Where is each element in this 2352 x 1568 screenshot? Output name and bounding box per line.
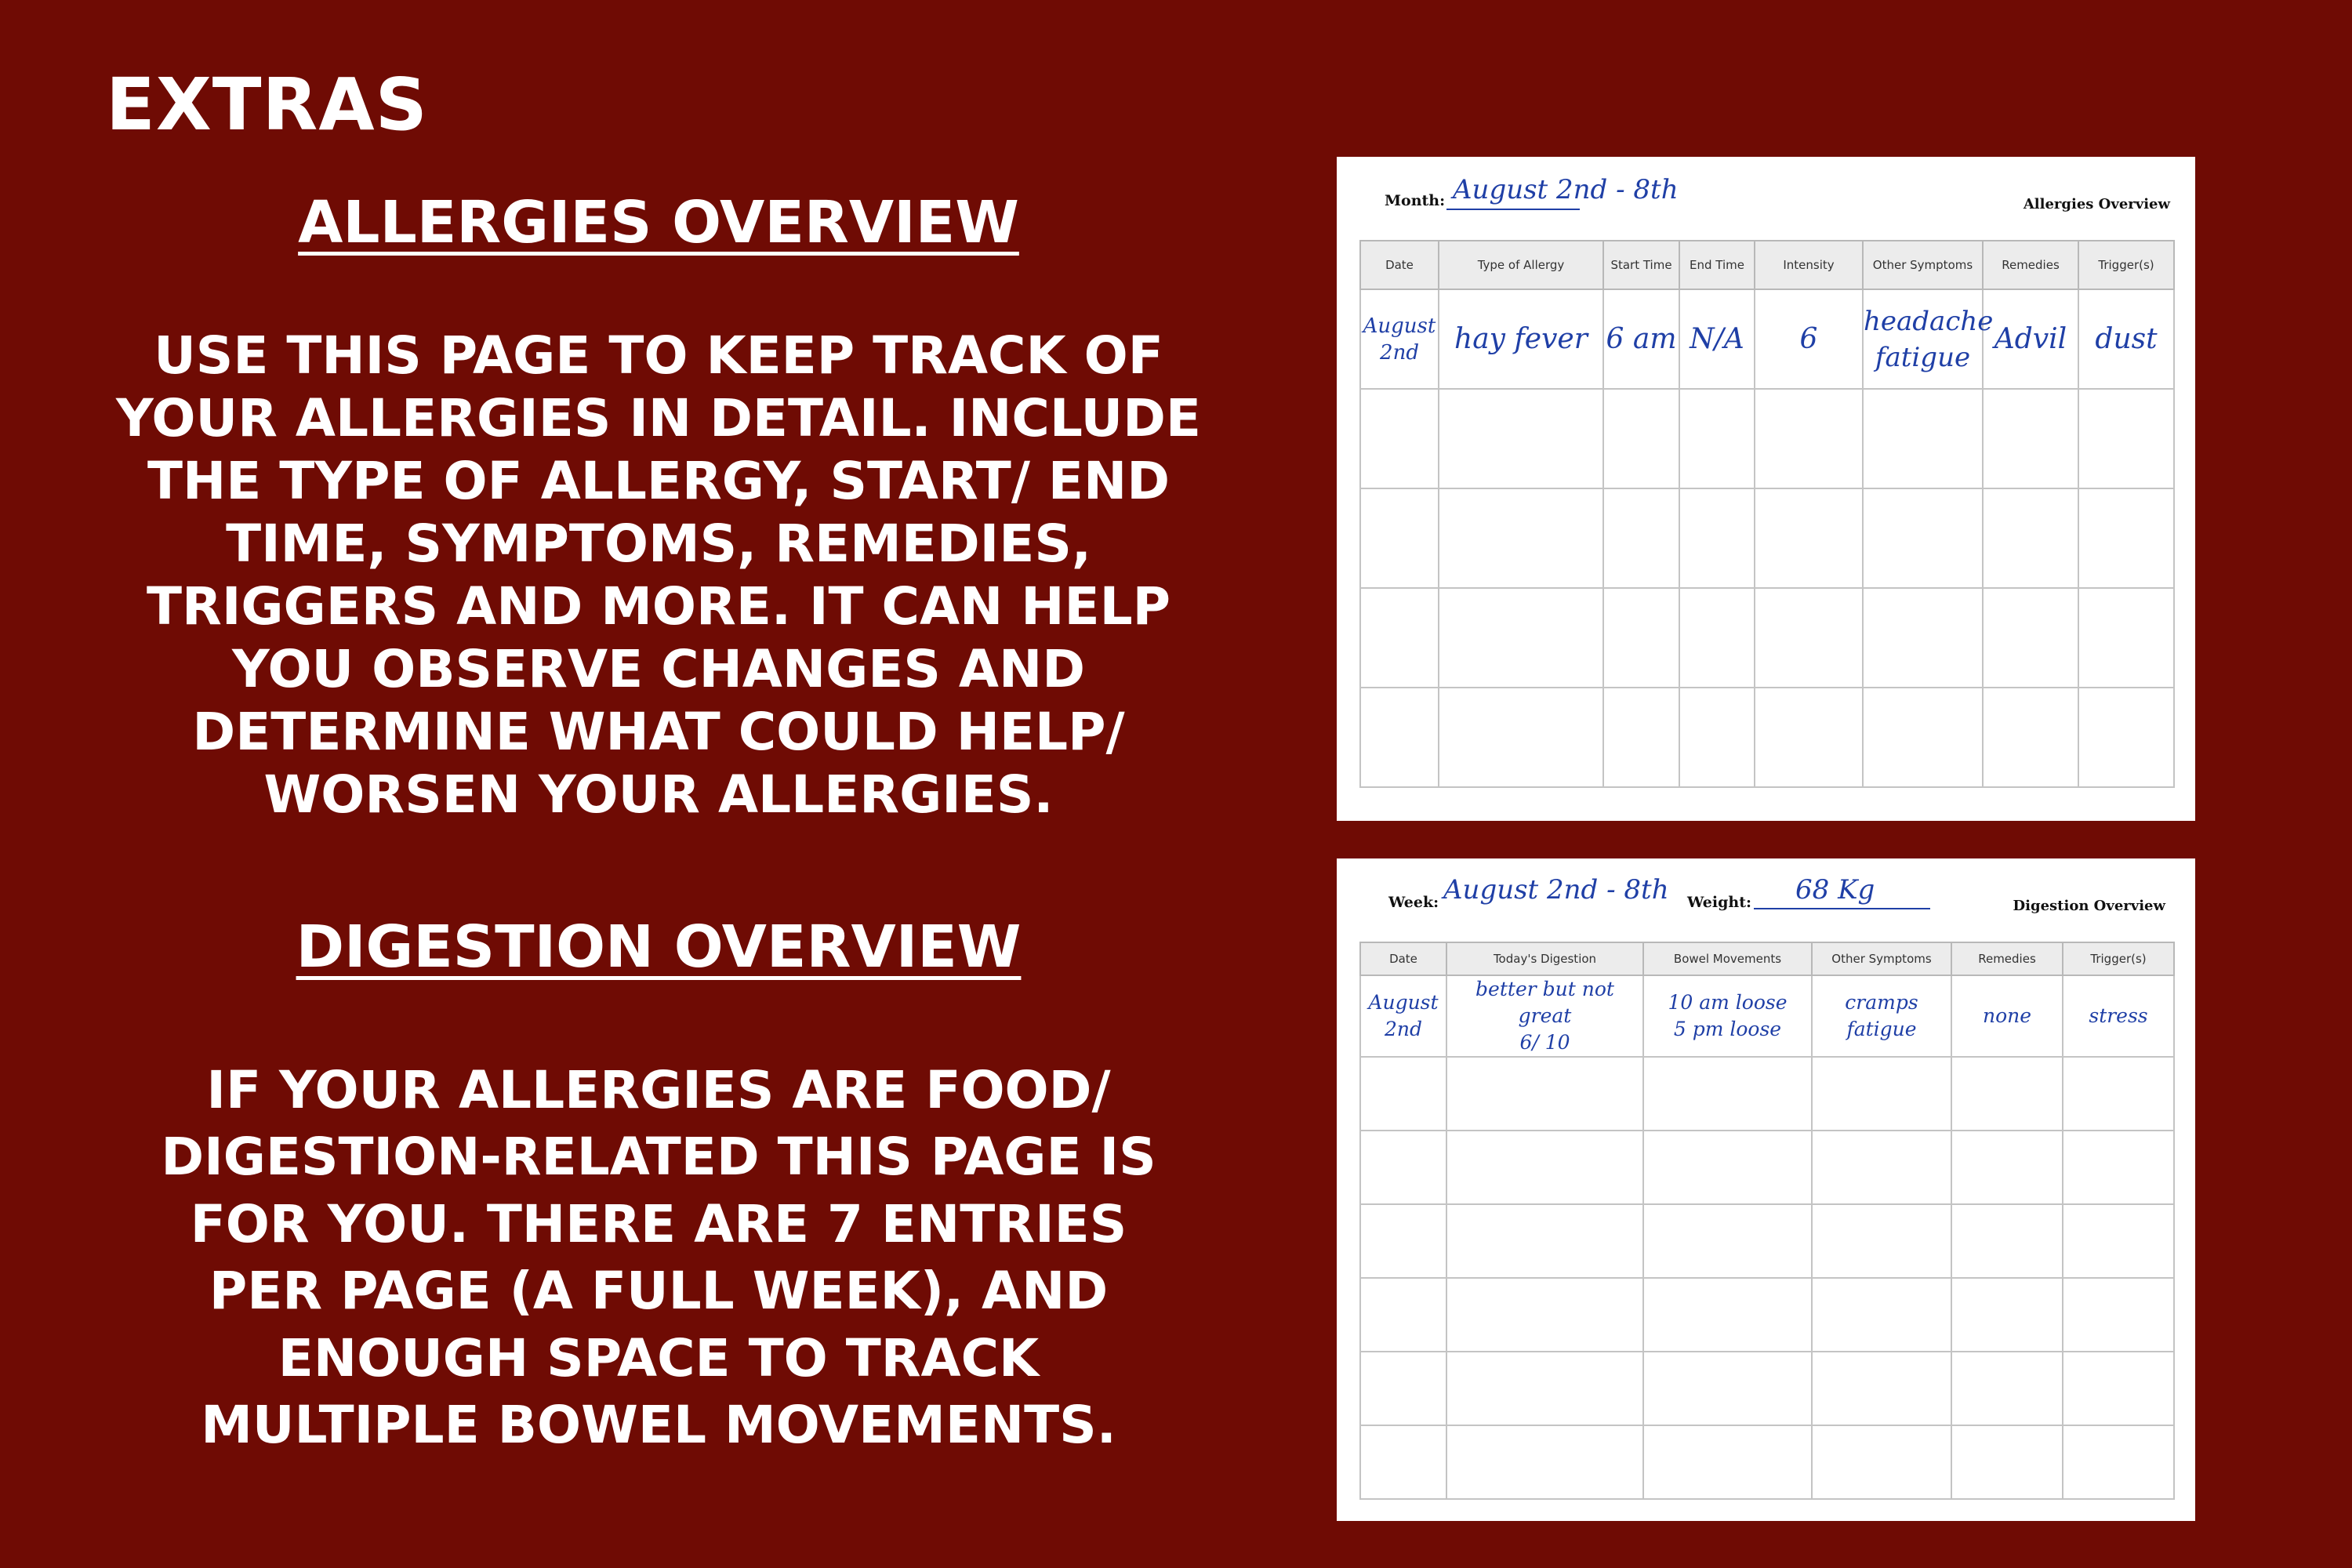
entry-date [1360, 975, 1446, 1057]
entry-date-line: 2nd [1384, 1018, 1422, 1040]
entry-bowel-line: 5 pm loose [1673, 1018, 1782, 1040]
digestion-text-line: MULTIPLE BOWEL MOVEMENTS. [201, 1395, 1116, 1456]
table-row [1360, 1057, 2174, 1131]
entry-symptom-line: headache [1864, 305, 1994, 337]
entry-date-line: 2nd [1380, 340, 1419, 365]
table-row [1360, 588, 2174, 688]
column-header: Remedies [1983, 241, 2078, 289]
entry-bowel-line: 10 am loose [1668, 991, 1788, 1014]
table-row [1360, 1131, 2174, 1204]
table-header-row [1360, 241, 2174, 289]
entry-symptoms [1863, 289, 1994, 389]
table-row [1360, 688, 2174, 787]
table-row [1360, 1352, 2174, 1425]
allergies-section-title: ALLERGIES OVERVIEW [298, 189, 1019, 256]
week-value: August 2nd - 8th [1443, 874, 1669, 906]
table-row [1360, 1425, 2174, 1499]
column-header: Other Symptoms [1863, 241, 1983, 289]
entry-intensity: 6 [1755, 289, 1863, 389]
weight-underline [1754, 908, 1930, 909]
entry-bowel-movements [1643, 975, 1812, 1057]
allergies-text-line: TIME, SYMPTOMS, REMEDIES, [226, 513, 1091, 574]
allergies-text-line: THE TYPE OF ALLERGY, START/ END [147, 450, 1171, 511]
allergies-text-line: WORSEN YOUR ALLERGIES. [263, 764, 1054, 825]
digestion-section-title: DIGESTION OVERVIEW [296, 913, 1022, 981]
column-header: Date [1360, 942, 1446, 975]
weight-value: 68 Kg [1795, 874, 1875, 906]
entry-date-line: August [1368, 991, 1439, 1014]
entry-digestion-line: better but not great [1475, 978, 1614, 1027]
allergies-section-text [74, 325, 1243, 826]
table-row [1360, 975, 2174, 1057]
week-label: Week: [1388, 894, 1439, 911]
allergies-text-line: TRIGGERS AND MORE. IT CAN HELP [146, 575, 1171, 637]
entry-symptoms [1812, 975, 1951, 1057]
month-underline [1446, 209, 1580, 210]
table-row [1360, 1278, 2174, 1352]
entry-digestion-line: 6/ 10 [1519, 1031, 1570, 1054]
entry-symptom-line: cramps [1845, 991, 1918, 1014]
digestion-text-line: FOR YOU. THERE ARE 7 ENTRIES [190, 1193, 1127, 1254]
allergies-overview-sheet [1337, 157, 2195, 821]
digestion-text-line: ENOUGH SPACE TO TRACK [278, 1327, 1040, 1388]
digestion-table [1359, 942, 2175, 1500]
description-column [74, 188, 1243, 1459]
month-label: Month: [1385, 192, 1446, 209]
column-header: Start Time [1603, 241, 1679, 289]
entry-start: 6 am [1603, 289, 1679, 389]
digestion-text-line: DIGESTION-RELATED THIS PAGE IS [161, 1127, 1156, 1188]
allergies-text-line: YOU OBSERVE CHANGES AND [232, 638, 1085, 699]
entry-date [1360, 289, 1439, 389]
column-header: Type of Allergy [1439, 241, 1603, 289]
column-header: Trigger(s) [2078, 241, 2174, 289]
table-row [1360, 389, 2174, 488]
entry-triggers: stress [2063, 975, 2174, 1057]
digestion-text-line: IF YOUR ALLERGIES ARE FOOD/ [206, 1059, 1111, 1120]
table-row [1360, 488, 2174, 588]
allergies-text-line: YOUR ALLERGIES IN DETAIL. INCLUDE [115, 387, 1202, 448]
month-value: August 2nd - 8th [1453, 174, 1679, 205]
column-header: Bowel Movements [1643, 942, 1812, 975]
entry-end: N/A [1679, 289, 1755, 389]
entry-type: hay fever [1439, 289, 1603, 389]
entry-symptom-line: fatigue [1846, 1018, 1917, 1040]
column-header: Today's Digestion [1446, 942, 1643, 975]
entry-triggers: dust [2078, 289, 2174, 389]
allergies-text-line: DETERMINE WHAT COULD HELP/ [192, 701, 1125, 762]
column-header: Date [1360, 241, 1439, 289]
entry-remedies: Advil [1983, 289, 2078, 389]
column-header: Remedies [1951, 942, 2063, 975]
column-header: Other Symptoms [1812, 942, 1951, 975]
table-row [1360, 289, 2174, 389]
digestion-text-line: PER PAGE (A FULL WEEK), AND [209, 1261, 1109, 1322]
sheet-title: Digestion Overview [2013, 898, 2165, 914]
weight-label: Weight: [1687, 894, 1751, 911]
entry-remedies: none [1951, 975, 2063, 1057]
column-header: End Time [1679, 241, 1755, 289]
column-header: Trigger(s) [2063, 942, 2174, 975]
entry-digestion [1446, 975, 1643, 1057]
entry-date-line: August [1363, 314, 1436, 338]
page-title: EXTRAS [106, 63, 428, 147]
entry-symptom-line: fatigue [1875, 341, 1971, 373]
allergies-text-line: USE THIS PAGE TO KEEP TRACK OF [154, 325, 1163, 386]
sheet-title: Allergies Overview [2023, 196, 2170, 212]
digestion-section-text [74, 1057, 1243, 1459]
allergies-table [1359, 240, 2175, 788]
table-header-row [1360, 942, 2174, 975]
digestion-overview-sheet [1337, 858, 2195, 1521]
column-header: Intensity [1755, 241, 1863, 289]
table-row [1360, 1204, 2174, 1278]
